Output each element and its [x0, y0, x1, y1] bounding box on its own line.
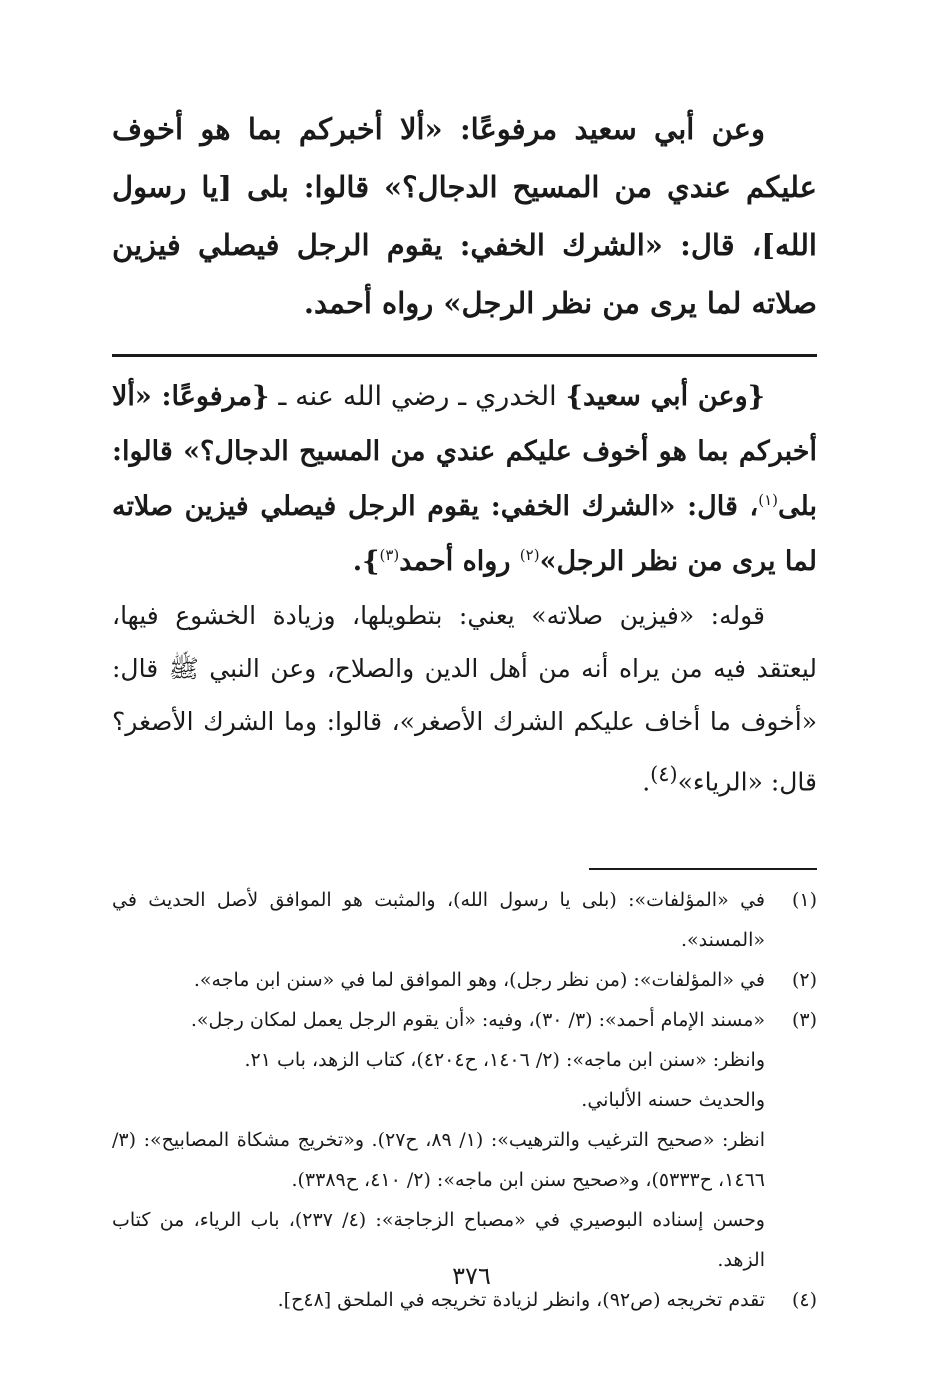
sharh-quote-body: {مرفوعًا: «ألا أخبركم بما هو أخوف عليكم عندي من المسيح الدجال؟» قالوا: بلى	[112, 381, 817, 522]
sharh-quote-body-2: ، قال: «الشرك الخفي: يقوم الرجل فيصلي فيزين صلاته لما يرى من نظر الرجل»	[112, 491, 817, 577]
footnote-ref-3[interactable]: (٣)	[379, 546, 400, 564]
sharh-paragraph-2	[112, 589, 817, 808]
footnote-number: (١)	[791, 889, 817, 912]
footnote-number: (٤)	[791, 1289, 817, 1312]
footnote-ref-4[interactable]: (٤)	[650, 762, 678, 786]
matn-paragraph: وعن أبي سعيد مرفوعًا: «ألا أخبركم بما هو أخوف عليكم عندي من المسيح الدجال؟» قالوا: بلى [يا رسول الله]، قال: «الشرك الخفي: يقوم الرجل فيصلي فيزين صلاته لما يرى من نظر الرجل» رواه أحمد.	[112, 112, 817, 320]
sharh-paragraph-1	[112, 369, 817, 589]
footnote-3-continuation: وحسن إسناده البوصيري في «مصباح الزجاجة»: (٤/ ٢٣٧)، باب الرياء، من كتاب الزهد.	[112, 1209, 765, 1272]
footnote-1	[112, 880, 817, 960]
sharh-commentary-end: .	[642, 767, 651, 797]
sharh-quote-source: رواه أحمد	[399, 546, 520, 577]
page-number: ٣٧٦	[452, 1262, 491, 1290]
page-body	[112, 100, 817, 1320]
footnote-text: تقدم تخريجه (ص٩٢)، وانظر لزيادة تخريجه في الملحق [٤٨ح].	[277, 1289, 765, 1312]
sharh-quote-close: }.	[352, 546, 380, 577]
footnote-text: في «المؤلفات»: (بلى يا رسول الله)، والمثبت هو الموافق لأصل الحديث في «المسند».	[112, 889, 765, 952]
footnote-3-continuation: انظر: «صحيح الترغيب والترهيب»: (١/ ٨٩، ح٢٧). و«تخريج مشكاة المصابيح»: (٣/ ١٤٦٦، ح٥٣٣٣)، و«صحيح سنن ابن ماجه»: (٢/ ٤١٠، ح٣٣٨٩).	[112, 1129, 766, 1192]
footnote-2	[112, 960, 817, 1000]
sharh-quote-open: {وعن أبي سعيد}	[565, 381, 765, 412]
footnote-text: في «المؤلفات»: (من نظر رجل)، وهو الموافق لما في «سنن ابن ماجه».	[193, 969, 765, 992]
footnote-ref-2[interactable]: (٢)	[519, 546, 540, 564]
footnote-number: (٣)	[791, 1009, 817, 1032]
footnote-3-continuation: وانظر: «سنن ابن ماجه»: (٢/ ١٤٠٦، ح٤٢٠٤)، كتاب الزهد، باب ٢١.	[244, 1049, 765, 1072]
footnote-ref-1[interactable]: (١)	[758, 491, 779, 509]
footnote-3	[112, 1000, 817, 1040]
footnote-text: «مسند الإمام أحمد»: (٣/ ٣٠)، وفيه: «أن يقوم الرجل يعمل لمكان رجل».	[190, 1009, 765, 1032]
footnote-number: (٢)	[791, 969, 817, 992]
sharh-commentary: قوله: «فيزين صلاته» يعني: بتطويلها، وزيادة الخشوع فيها، ليعتقد فيه من يراه أنه من أهل الدين والصلاح، وعن النبي ﷺ قال: «أخوف ما أخاف عليكم الشرك الأصغر»، قالوا: وما الشرك الأصغر؟ قال: «الرياء»	[112, 601, 817, 797]
sharh-insert: الخدري ـ رضي الله عنه ـ	[269, 381, 566, 412]
footnote-divider	[589, 868, 817, 870]
footnote-3-continuation: والحديث حسنه الألباني.	[581, 1089, 765, 1112]
main-divider	[112, 354, 817, 357]
